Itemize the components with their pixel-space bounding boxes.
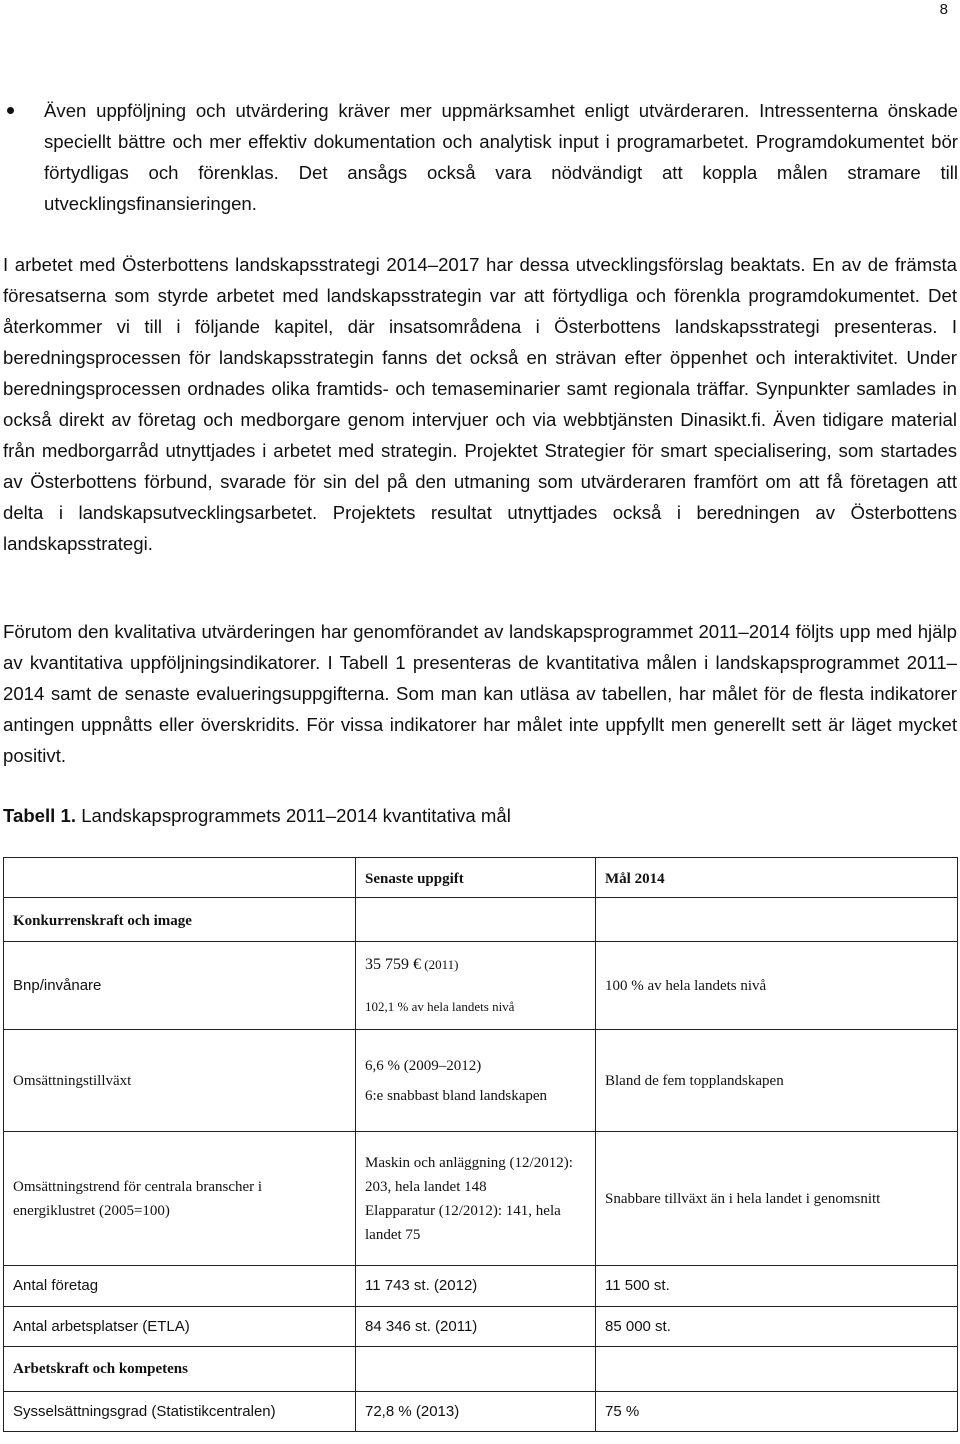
bullet-item (7, 95, 958, 219)
latest-main: 35 759 € (365, 955, 421, 973)
paragraph-strategy: I arbetet med Österbottens landskapsstrategi 2014‒2017 har dessa utvecklingsförslag beaktats. En av de främsta föresatserna som styrde arbetet med landskapsstrategin var att förtydliga och förenkla programdokumentet. Det återkommer vi till i följande kapitel, där insatsområdena i Österbottens landskapsstrategi presenteras. I beredningsprocessen för landskapsstrategin fanns det också en strävan efter öppenhet och interaktivitet. Under beredningsprocessen ordnades olika framtids- och temaseminarier samt regionala träffar. Synpunkter samlades in också direkt av företag och medborgare genom intervjuer och via webbtjänsten Dinasikt.fi. Även tidigare material från medborgarråd utnyttjades i arbetet med strategin. Projektet Strategier för smart specialisering, som startades av Österbottens förbund, svarade för sin del på den utmaning som utvärderaren framfört om att få företagen att delta i landskapsutvecklingsarbetet. Projektets resultat utnyttjades också i beredningen av Österbottens landskapsstrategi. (3, 254, 957, 554)
indicator-cell: Sysselsättningsgrad (Statistikcentralen) (4, 1392, 356, 1432)
header-empty-cell (4, 858, 356, 898)
target-cell: 100 % av hela landets nivå (596, 942, 958, 1030)
empty-cell (596, 1347, 958, 1392)
empty-cell (356, 898, 596, 942)
table-row (4, 1132, 958, 1266)
table-row (4, 1307, 958, 1347)
empty-cell (596, 898, 958, 942)
indicator-cell: Omsättningstillväxt (4, 1030, 356, 1132)
latest-cell (356, 1132, 596, 1266)
paragraph-evaluation: Förutom den kvalitativa utvärderingen har genomförandet av landskapsprogrammet 2011‒2014 följts upp med hjälp av kvantitativa uppföljningsindikatorer. I Tabell 1 presenteras de kvantitativa målen i landskapsprogrammet 2011‒2014 samt de senaste evalueringsuppgifterna. Som man kan utläsa av tabellen, har målet för de flesta indikatorer antingen uppnåtts eller överskridits. För vissa indikatorer har målet inte uppfyllt men generellt sett är läget mycket positivt. (3, 621, 957, 766)
target-cell: 75 % (596, 1392, 958, 1432)
indicator-cell: Bnp/invånare (4, 942, 356, 1030)
section-workforce: Arbetskraft och kompetens (4, 1347, 356, 1392)
table-row (4, 1266, 958, 1307)
latest-cell: 84 346 st. (2011) (356, 1307, 596, 1347)
indicator-cell: Omsättningstrend för centrala branscher i energiklustret (2005=100) (4, 1132, 356, 1266)
latest-cell (356, 942, 596, 1030)
latest-sub: 6:e snabbast bland landskapen (365, 1087, 548, 1104)
indicator-table (3, 857, 958, 1432)
table-row (4, 1392, 958, 1432)
latest-cell: 11 743 st. (2012) (356, 1266, 596, 1307)
page-number: 8 (939, 1, 948, 18)
header-target: Mål 2014 (596, 858, 958, 898)
table-header-row (4, 858, 958, 898)
latest-main: 6,6 % (2009‒2012) (365, 1057, 482, 1074)
empty-cell (356, 1347, 596, 1392)
table-row (4, 942, 958, 1030)
indicator-cell: Antal företag (4, 1266, 356, 1307)
table-caption (3, 800, 511, 831)
latest-sub: Elapparatur (12/2012): 141, hela landet 75 (365, 1202, 561, 1243)
target-cell: Bland de fem topplandskapen (596, 1030, 958, 1132)
latest-cell (356, 1030, 596, 1132)
bullet-text: Även uppföljning och utvärdering kräver mer uppmärksamhet enligt utvärderaren. Intressenterna önskade speciellt bättre och mer effektiv dokumentation och analytisk input i programarbetet. Programdokumentet bör förtydligas och förenklas. Det ansågs också vara nödvändigt att koppla målen stramare till utvecklingsfinansieringen. (44, 100, 958, 214)
table-row (4, 1030, 958, 1132)
indicator-cell: Antal arbetsplatser (ETLA) (4, 1307, 356, 1347)
table-caption-label: Tabell 1. (3, 805, 77, 826)
section-competitiveness: Konkurrenskraft och image (4, 898, 356, 942)
latest-sub: 102,1 % av hela landets nivå (365, 998, 515, 1014)
bullet-dot-icon (7, 107, 14, 114)
header-latest: Senaste uppgift (356, 858, 596, 898)
section-row (4, 1347, 958, 1392)
latest-main: Maskin och anläggning (12/2012): 203, hela landet 148 (365, 1154, 573, 1195)
latest-year: (2011) (421, 956, 459, 972)
table-caption-text: Landskapsprogrammets 2011‒2014 kvantitativa mål (76, 805, 511, 826)
target-cell: 11 500 st. (596, 1266, 958, 1307)
latest-cell: 72,8 % (2013) (356, 1392, 596, 1432)
section-row (4, 898, 958, 942)
target-cell: 85 000 st. (596, 1307, 958, 1347)
target-cell: Snabbare tillväxt än i hela landet i genomsnitt (596, 1132, 958, 1266)
